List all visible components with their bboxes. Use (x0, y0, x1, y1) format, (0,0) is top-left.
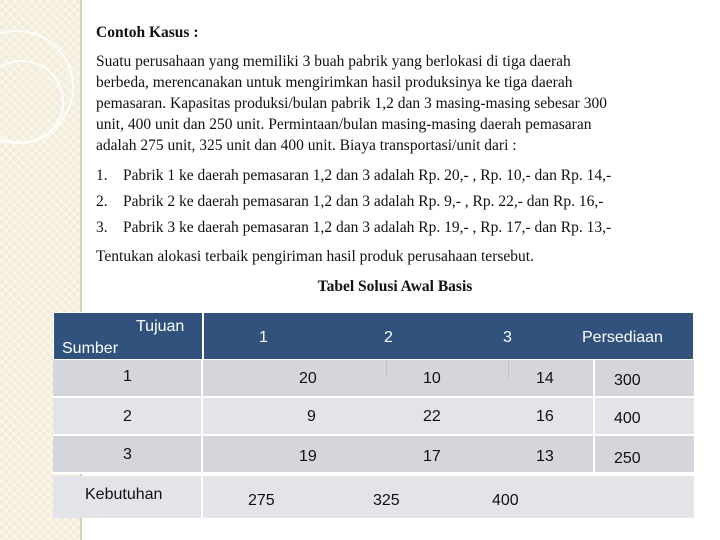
list-number: 3. (96, 218, 108, 236)
list-item (96, 188, 696, 214)
header-sumber: Sumber (62, 340, 119, 357)
cost-cell: 9 (307, 408, 316, 425)
table-footer-row (53, 476, 694, 518)
row-label: 3 (123, 446, 132, 463)
table-row (53, 398, 694, 436)
description-line: unit, 400 unit dan 250 unit. Permintaan/bulan masing-masing daerah pemasaran (96, 116, 592, 133)
header-divider (202, 313, 204, 359)
row-label: 1 (123, 368, 132, 385)
header-col-1: 1 (259, 329, 268, 346)
cost-cell: 16 (536, 408, 554, 425)
row-label: 2 (123, 408, 132, 425)
supply-cell: 400 (614, 410, 641, 427)
list-number: 1. (96, 166, 108, 184)
demand-cell: 400 (492, 492, 519, 509)
row-divider (593, 436, 595, 472)
list-number: 2. (96, 192, 108, 210)
cost-cell: 10 (423, 370, 441, 387)
supply-cell: 300 (614, 372, 641, 389)
table-row (53, 436, 694, 474)
row-divider (593, 398, 595, 434)
demand-cell: 275 (248, 492, 275, 509)
cost-cell: 20 (299, 370, 317, 387)
cost-cell: 19 (299, 448, 317, 465)
row-divider (201, 476, 203, 518)
cost-cell: 13 (536, 448, 554, 465)
header-col-2: 2 (384, 329, 393, 346)
list-text: Pabrik 1 ke daerah pemasaran 1,2 dan 3 adalah Rp. 20,- , Rp. 10,- dan Rp. 14,- (123, 166, 612, 184)
cost-cell: 14 (536, 370, 554, 387)
cost-list (96, 162, 696, 240)
case-heading: Contoh Kasus : (96, 24, 199, 41)
description-line: adalah 275 unit, 325 unit dan 400 unit. Biaya transportasi/unit dari : (96, 137, 517, 154)
instruction-text: Tentukan alokasi terbaik pengiriman hasil produk perusahaan tersebut. (96, 248, 534, 265)
header-tujuan: Tujuan (136, 318, 185, 335)
solution-table (53, 312, 694, 518)
header-col-3: 3 (503, 329, 512, 346)
table-row (53, 360, 694, 398)
list-text: Pabrik 3 ke daerah pemasaran 1,2 dan 3 adalah Rp. 19,- , Rp. 17,- dan Rp. 13,- (123, 218, 612, 236)
description-line: pemasaran. Kapasitas produksi/bulan pabrik 1,2 dan 3 masing-masing sebesar 300 (96, 95, 607, 112)
footer-label: Kebutuhan (85, 486, 163, 503)
cell-tick (386, 360, 387, 378)
cost-cell: 22 (423, 408, 441, 425)
description-line: berbeda, merencanakan untuk mengirimkan hasil produksinya ke tiga daerah (96, 74, 573, 91)
header-persediaan: Persediaan (582, 329, 663, 346)
case-description (96, 51, 696, 156)
supply-cell: 250 (614, 450, 641, 467)
row-divider (201, 436, 203, 472)
cell-tick (508, 360, 509, 378)
table-header (53, 312, 694, 360)
list-item (96, 162, 696, 188)
case-text (96, 22, 696, 267)
description-line: Suatu perusahaan yang memiliki 3 buah pabrik yang berlokasi di tiga daerah (96, 53, 571, 70)
row-divider (593, 360, 595, 396)
list-text: Pabrik 2 ke daerah pemasaran 1,2 dan 3 adalah Rp. 9,- , Rp. 22,- dan Rp. 16,- (123, 192, 604, 210)
list-item (96, 214, 696, 240)
cost-cell: 17 (423, 448, 441, 465)
table-title: Tabel Solusi Awal Basis (317, 278, 473, 295)
row-divider (201, 360, 203, 396)
row-divider (201, 398, 203, 434)
demand-cell: 325 (373, 492, 400, 509)
